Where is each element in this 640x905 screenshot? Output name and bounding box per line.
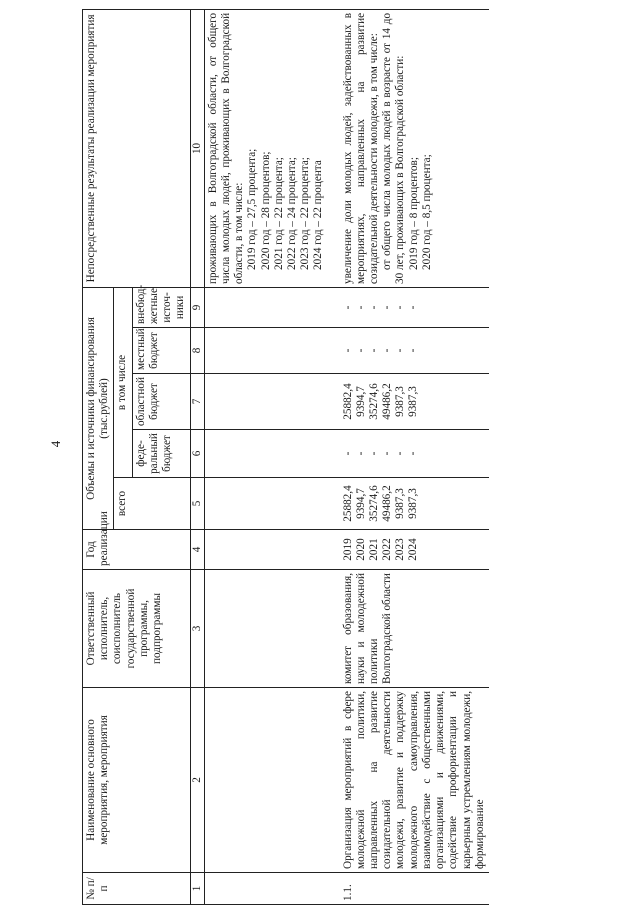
page-number: 4 <box>48 440 63 448</box>
total-value: 9387,3 <box>407 488 420 519</box>
header-finance: Объемы и источники финансирования (тыс.рублей) <box>83 287 114 529</box>
regional-value: 49486,2 <box>381 383 394 420</box>
row-number: 1.1. <box>340 873 489 905</box>
extra-value: - <box>341 305 354 310</box>
local-value: - <box>407 348 420 353</box>
extra-value: - <box>394 305 407 310</box>
local-value: - <box>354 348 367 353</box>
local-value: - <box>394 348 407 353</box>
result-text: увеличение доли молодых людей, задействованных в мероприятиях, направленных на развитие созидательной деятельности молодежи, в том числе: <box>341 12 380 284</box>
carryover-item: 2020 год – 28 процентов; <box>259 151 272 270</box>
year: 2020 <box>354 538 367 561</box>
federal-cell <box>340 430 489 478</box>
column-number: 7 <box>190 374 204 430</box>
result-item: 2019 год – 8 процентов; <box>407 157 420 270</box>
extra-value: - <box>354 305 367 310</box>
local-value: - <box>381 348 394 353</box>
regional-value: 9394,7 <box>354 386 367 417</box>
total-value: 25882,4 <box>341 485 354 522</box>
carryover-text: проживающих в Волгоградской области, от общего числа молодых людей, проживающих в Волгоградской области, в том числе: <box>206 12 246 284</box>
extra-cell <box>340 287 489 327</box>
extra-value: - <box>367 305 380 310</box>
federal-value: - <box>381 451 394 456</box>
total-value: 49486,2 <box>381 485 394 522</box>
extra-value: - <box>381 305 394 310</box>
federal-value: - <box>354 451 367 456</box>
total-value: 35274,6 <box>367 485 380 522</box>
carryover-item: 2022 год – 24 процента; <box>285 157 298 270</box>
header-total: всего <box>114 478 190 530</box>
header-federal: феде-ральный бюджет <box>132 430 190 478</box>
column-number: 6 <box>190 430 204 478</box>
column-number: 2 <box>190 688 204 873</box>
local-value: - <box>341 348 354 353</box>
carryover-item: 2023 год – 22 процента; <box>299 157 312 270</box>
column-number: 9 <box>190 287 204 327</box>
carryover-item: 2024 год – 22 процента <box>312 160 325 270</box>
federal-value: - <box>367 451 380 456</box>
header-local: местный бюджет <box>132 328 190 374</box>
federal-value: - <box>407 451 420 456</box>
header-activity-name: Наименование основного мероприятия, мероприятия <box>83 688 191 873</box>
results-cell <box>340 9 489 287</box>
regional-value: 35274,6 <box>367 383 380 420</box>
year: 2023 <box>394 538 407 561</box>
extra-value: - <box>407 305 420 310</box>
column-number: 4 <box>190 530 204 570</box>
column-number: 3 <box>190 570 204 688</box>
activity-name: Организация мероприятий в сфере молодежной политики, направленных на развитие созидательной деятельности молодежи, развитие и поддержку молодежного самоуправления, взаимодействие с общественными организациями и движениями, содействие профориентации и карьерным устремлениям молодежи, формирование <box>340 688 489 873</box>
local-cell <box>340 328 489 374</box>
federal-value: - <box>394 451 407 456</box>
regional-cell <box>340 374 489 430</box>
header-results: Непосредственные результаты реализации мероприятия <box>83 9 191 287</box>
executor: комитет образования, науки и молодежной политики Волгоградской области <box>340 570 489 688</box>
header-including: в том числе <box>114 287 132 477</box>
carryover-item: 2021 год – 22 процента; <box>272 157 285 270</box>
regional-value: 9387,3 <box>394 386 407 417</box>
program-table <box>82 9 489 905</box>
result-subtext: от общего числа молодых людей в возрасте от 14 до 30 лет, проживающих в Волгоградской области: <box>381 12 407 284</box>
total-value: 9394,7 <box>354 488 367 519</box>
header-year: Год реализации <box>83 530 191 570</box>
total-value: 9387,3 <box>394 488 407 519</box>
year: 2019 <box>341 538 354 561</box>
table-row <box>340 9 489 904</box>
rotated-page <box>82 10 640 905</box>
header-num: № п/п <box>83 873 191 905</box>
header-regional: областной бюджет <box>132 374 190 430</box>
header-executor: Ответственный исполнитель, соисполнитель государственной программы, подпрограммы <box>83 570 191 688</box>
carryover-row <box>204 9 327 904</box>
column-number: 10 <box>190 9 204 287</box>
carryover-item: 2019 год – 27,5 процента; <box>246 148 259 270</box>
year: 2021 <box>367 538 380 561</box>
total-cell <box>340 478 489 530</box>
local-value: - <box>367 348 380 353</box>
header-extra: внебюд-жетные источ-ники <box>132 287 190 327</box>
column-number: 5 <box>190 478 204 530</box>
years-cell <box>340 530 489 570</box>
year: 2022 <box>381 538 394 561</box>
federal-value: - <box>341 451 354 456</box>
result-item: 2020 год – 8,5 процента; <box>420 154 433 270</box>
regional-value: 9387,3 <box>407 386 420 417</box>
regional-value: 25882,4 <box>341 383 354 420</box>
year: 2024 <box>407 538 420 561</box>
column-number: 8 <box>190 328 204 374</box>
column-number: 1 <box>190 873 204 905</box>
